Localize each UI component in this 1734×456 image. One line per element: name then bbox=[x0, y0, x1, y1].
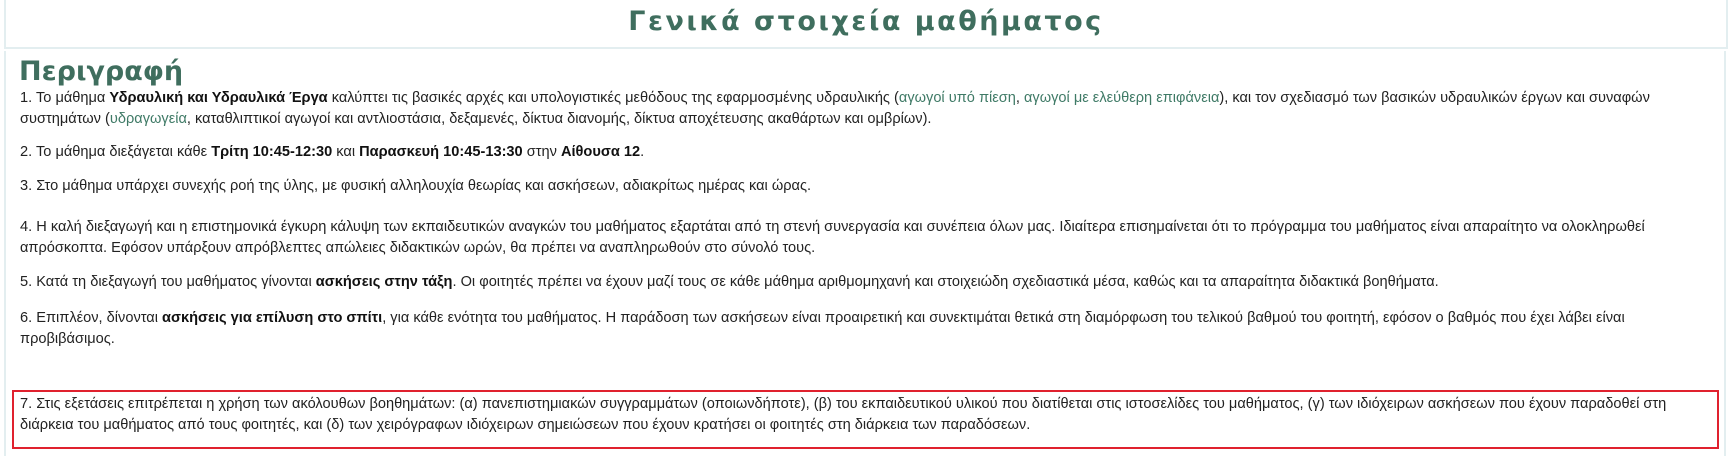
text: , καταθλιπτικοί αγωγοί και αντλιοστάσια, δεξαμενές, δίκτυα διανομής, δίκτυα αποχέτευσης ακαθάρτων και ομβρίων). bbox=[186, 111, 932, 127]
course-name: Υδραυλική και Υδραυλικά Έργα bbox=[109, 90, 328, 106]
schedule-tuesday: Τρίτη 10:45-12:30 bbox=[211, 144, 333, 160]
link-open-channel-flow[interactable]: αγωγοί με ελεύθερη επιφάνεια bbox=[1024, 90, 1220, 106]
paragraph-5 bbox=[20, 272, 1710, 293]
text: και bbox=[332, 144, 360, 160]
paragraph-1 bbox=[20, 88, 1710, 130]
paragraph-2 bbox=[20, 142, 1710, 163]
text: , bbox=[1015, 90, 1024, 106]
text: 2. Το μάθημα διεξάγεται κάθε bbox=[20, 144, 212, 160]
link-pressure-pipes[interactable]: αγωγοί υπό πίεση bbox=[898, 90, 1016, 106]
text: 5. Κατά τη διεξαγωγή του μαθήματος γίνονται bbox=[20, 274, 316, 290]
text: , για κάθε ενότητα του μαθήματος. Η παράδοση των ασκήσεων είναι προαιρετική και συνεκτιμάται θετικά στη διαμόρφωση του τελικού βαθμού του φοιτητή, εφόσον ο βαθμός που έχει λάβει είναι προβιβάσιμος. bbox=[20, 310, 1625, 347]
text: στην bbox=[522, 144, 561, 160]
text: ), και τον σχεδιασμό των βασικών υδραυλικών έργων και συναφών συστημάτων ( bbox=[20, 90, 1650, 127]
schedule-friday: Παρασκευή 10:45-13:30 bbox=[359, 144, 523, 160]
text: καλύπτει τις βασικές αρχές και υπολογιστικές μεθόδους της εφαρμοσμένης υδραυλικής ( bbox=[327, 90, 899, 106]
text: . bbox=[640, 144, 645, 160]
room: Αίθουσα 12 bbox=[560, 144, 641, 160]
paragraph-6 bbox=[20, 308, 1710, 350]
text: . Οι φοιτητές πρέπει να έχουν μαζί τους σε κάθε μάθημα αριθμομηχανή και στοιχειώδη σχεδιαστικά μέσα, καθώς και τα απαραίτητα διδακτικά βοηθήματα. bbox=[452, 274, 1439, 290]
text: 1. Το μάθημα bbox=[20, 90, 110, 106]
paragraph-7: 7. Στις εξετάσεις επιτρέπεται η χρήση των ακόλουθων βοηθημάτων: (α) πανεπιστημιακών συγγραμμάτων (οποιωνδήποτε), (β) του εκπαιδευτικού υλικού που διατίθεται στις ιστοσελίδες του μαθήματος, (γ) των ιδιόχειρων ασκήσεων που έχουν παραδοθεί στη διάρκεια του μαθήματος από τους φοιτητές, και (δ) των χειρόγραφων ιδιόχειρων σημειώσεων που έχουν κρατήσει οι φοιτητές στη διάρκεια των παραδόσεων. bbox=[20, 396, 1667, 433]
text: 6. Επιπλέον, δίνονται bbox=[20, 310, 163, 326]
header-box bbox=[4, 0, 1728, 49]
emphasis: ασκήσεις για επίλυση στο σπίτι bbox=[162, 310, 383, 326]
section-title: Περιγραφή bbox=[19, 56, 184, 87]
paragraph-4: 4. Η καλή διεξαγωγή και η επιστημονικά έγκυρη κάλυψη των εκπαιδευτικών αναγκών του μαθήματος εξαρτάται από τη στενή συνεργασία και συνέπεια όλων μας. Ιδιαίτερα επισημαίνεται ότι το πρόγραμμα του μαθήματος είναι απαραίτητο να ολοκληρωθεί απρόσκοπτα. Εφόσον υπάρξουν απρόβλεπτες απώλειες διδακτικών ωρών, θα πρέπει να αναπληρωθούν στο σύνολό τους. bbox=[20, 219, 1645, 256]
page-title: Γενικά στοιχεία μαθήματος bbox=[628, 6, 1104, 37]
paragraph-3: 3. Στο μάθημα υπάρχει συνεχής ροή της ύλης, με φυσική αλληλουχία θεωρίας και ασκήσεων, αδιακρίτως ημέρας και ώρας. bbox=[20, 178, 812, 194]
emphasis: ασκήσεις στην τάξη bbox=[315, 274, 453, 290]
link-water-supply[interactable]: υδραγωγεία bbox=[109, 111, 187, 127]
